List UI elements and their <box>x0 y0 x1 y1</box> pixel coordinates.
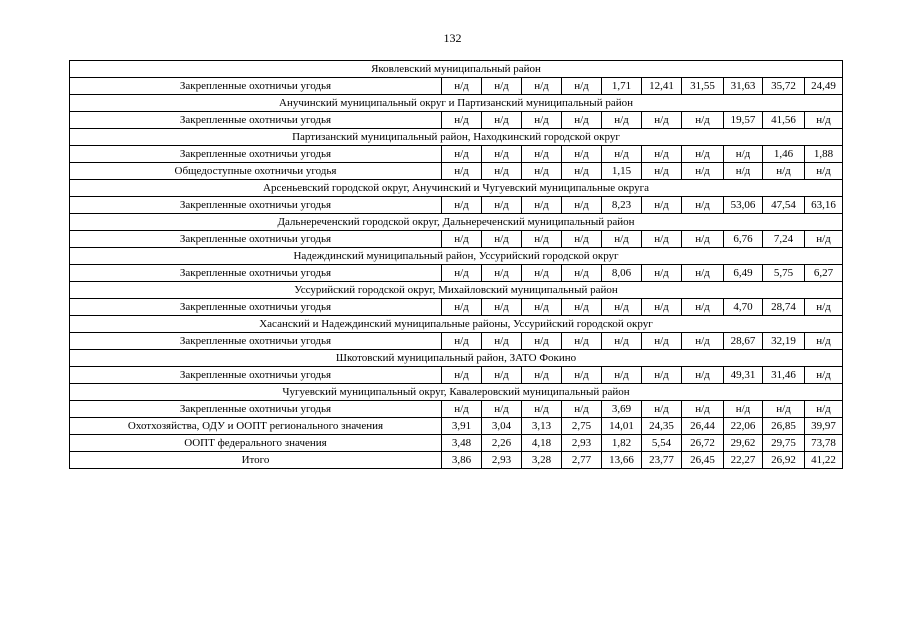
table-cell: н/д <box>682 265 724 282</box>
table-cell: 19,57 <box>724 112 763 129</box>
table-cell: 31,46 <box>763 367 805 384</box>
section-title: Уссурийский городской округ, Михайловский муниципальный район <box>70 282 843 299</box>
table-cell: н/д <box>642 367 682 384</box>
table-cell: н/д <box>642 112 682 129</box>
table-cell: 14,01 <box>602 418 642 435</box>
table-cell: н/д <box>805 333 843 350</box>
table-cell: 26,72 <box>682 435 724 452</box>
table-cell: н/д <box>482 146 522 163</box>
table-cell: н/д <box>482 333 522 350</box>
table-cell: н/д <box>602 367 642 384</box>
table-cell: н/д <box>562 78 602 95</box>
table-cell: н/д <box>522 333 562 350</box>
table-cell: 26,85 <box>763 418 805 435</box>
table-row <box>70 146 843 163</box>
table-cell: н/д <box>522 367 562 384</box>
table-cell: н/д <box>642 197 682 214</box>
table-cell: 24,49 <box>805 78 843 95</box>
section-header-row <box>70 95 843 112</box>
table-cell: н/д <box>482 231 522 248</box>
table-cell: н/д <box>682 231 724 248</box>
table-cell: 2,77 <box>562 452 602 469</box>
row-label: Закрепленные охотничьи угодья <box>70 231 442 248</box>
table-cell: 26,92 <box>763 452 805 469</box>
table-cell: н/д <box>682 112 724 129</box>
table-cell: н/д <box>442 197 482 214</box>
row-label: Итого <box>70 452 442 469</box>
table-cell: н/д <box>562 265 602 282</box>
table-cell: 1,46 <box>763 146 805 163</box>
table-cell: н/д <box>682 401 724 418</box>
table-row <box>70 112 843 129</box>
table-cell: н/д <box>522 299 562 316</box>
table-cell: 28,67 <box>724 333 763 350</box>
density-table <box>69 60 843 469</box>
table-cell: н/д <box>522 163 562 180</box>
table-cell: н/д <box>682 146 724 163</box>
table-row <box>70 401 843 418</box>
table-cell: н/д <box>682 299 724 316</box>
table-cell: 23,77 <box>642 452 682 469</box>
table-cell: н/д <box>442 112 482 129</box>
table-cell: н/д <box>805 299 843 316</box>
table-cell: н/д <box>522 231 562 248</box>
table-cell: н/д <box>602 231 642 248</box>
section-header-row <box>70 61 843 78</box>
table-cell: 1,82 <box>602 435 642 452</box>
table-cell: 29,75 <box>763 435 805 452</box>
table-cell: н/д <box>522 265 562 282</box>
table-cell: н/д <box>442 401 482 418</box>
table-cell: 29,62 <box>724 435 763 452</box>
table-cell: н/д <box>562 112 602 129</box>
section-header-row <box>70 129 843 146</box>
table-cell: 22,27 <box>724 452 763 469</box>
table-cell: н/д <box>724 401 763 418</box>
table-cell: н/д <box>522 112 562 129</box>
table-cell: н/д <box>482 163 522 180</box>
table-cell: н/д <box>482 401 522 418</box>
table-cell: н/д <box>805 231 843 248</box>
table-cell: н/д <box>562 231 602 248</box>
table-cell: 31,63 <box>724 78 763 95</box>
table-cell: н/д <box>642 231 682 248</box>
table-cell: н/д <box>642 333 682 350</box>
section-header-row <box>70 248 843 265</box>
table-cell: н/д <box>442 367 482 384</box>
row-label: Закрепленные охотничьи угодья <box>70 112 442 129</box>
row-label: Закрепленные охотничьи угодья <box>70 367 442 384</box>
table-cell: н/д <box>442 146 482 163</box>
table-cell: 8,06 <box>602 265 642 282</box>
row-label: Закрепленные охотничьи угодья <box>70 333 442 350</box>
table-cell: н/д <box>805 163 843 180</box>
page-number: 132 <box>443 31 462 45</box>
table-cell: 2,75 <box>562 418 602 435</box>
table-cell: 2,93 <box>482 452 522 469</box>
table-cell: 28,74 <box>763 299 805 316</box>
table-cell: 63,16 <box>805 197 843 214</box>
table-cell: н/д <box>562 367 602 384</box>
table-cell: 1,15 <box>602 163 642 180</box>
table-row <box>70 231 843 248</box>
section-title: Арсеньевский городской округ, Анучинский и Чугуевский муниципальные округа <box>70 180 843 197</box>
table-cell: н/д <box>642 146 682 163</box>
section-header-row <box>70 282 843 299</box>
table-cell: 3,69 <box>602 401 642 418</box>
row-label: Закрепленные охотничьи угодья <box>70 78 442 95</box>
table-cell: н/д <box>562 333 602 350</box>
table-row <box>70 418 843 435</box>
table-cell: 39,97 <box>805 418 843 435</box>
table-cell: 6,76 <box>724 231 763 248</box>
section-title: Надеждинский муниципальный район, Уссурийский городской округ <box>70 248 843 265</box>
table-cell: 26,45 <box>682 452 724 469</box>
section-title: Анучинский муниципальный округ и Партизанский муниципальный район <box>70 95 843 112</box>
table-row <box>70 265 843 282</box>
table-cell: 5,75 <box>763 265 805 282</box>
table-cell: н/д <box>442 163 482 180</box>
table-cell: 31,55 <box>682 78 724 95</box>
table-row <box>70 78 843 95</box>
table-row <box>70 435 843 452</box>
table-cell: н/д <box>602 333 642 350</box>
row-label: Охотхозяйства, ОДУ и ООПТ регионального значения <box>70 418 442 435</box>
table-cell: 47,54 <box>763 197 805 214</box>
table-row <box>70 299 843 316</box>
table-cell: 35,72 <box>763 78 805 95</box>
table-cell: 1,88 <box>805 146 843 163</box>
table-cell: н/д <box>602 112 642 129</box>
table-cell: 2,93 <box>562 435 602 452</box>
table-cell: н/д <box>522 401 562 418</box>
table-cell: н/д <box>482 78 522 95</box>
row-label: Общедоступные охотничьи угодья <box>70 163 442 180</box>
table-cell: н/д <box>763 163 805 180</box>
table-cell: н/д <box>522 197 562 214</box>
table-cell: н/д <box>682 367 724 384</box>
section-title: Хасанский и Надеждинский муниципальные районы, Уссурийский городской округ <box>70 316 843 333</box>
table-cell: н/д <box>482 265 522 282</box>
table-cell: н/д <box>682 163 724 180</box>
table-cell: н/д <box>724 146 763 163</box>
row-label: Закрепленные охотничьи угодья <box>70 197 442 214</box>
row-label: Закрепленные охотничьи угодья <box>70 146 442 163</box>
table-cell: н/д <box>482 197 522 214</box>
table-cell: н/д <box>602 299 642 316</box>
table-cell: н/д <box>724 163 763 180</box>
table-cell: н/д <box>763 401 805 418</box>
table-cell: н/д <box>562 401 602 418</box>
row-label: Закрепленные охотничьи угодья <box>70 299 442 316</box>
table-cell: 3,13 <box>522 418 562 435</box>
table-cell: 3,28 <box>522 452 562 469</box>
table-cell: н/д <box>682 197 724 214</box>
table-cell: 49,31 <box>724 367 763 384</box>
section-title: Яковлевский муниципальный район <box>70 61 843 78</box>
table-cell: н/д <box>682 333 724 350</box>
table-cell: 41,56 <box>763 112 805 129</box>
table-row <box>70 197 843 214</box>
row-label: Закрепленные охотничьи угодья <box>70 401 442 418</box>
table-cell: 3,48 <box>442 435 482 452</box>
section-title: Дальнереченский городской округ, Дальнереченский муниципальный район <box>70 214 843 231</box>
table-cell: 73,78 <box>805 435 843 452</box>
table-cell: н/д <box>642 299 682 316</box>
section-title: Чугуевский муниципальный округ, Кавалеровский муниципальный район <box>70 384 843 401</box>
table-cell: н/д <box>642 265 682 282</box>
table-cell: н/д <box>442 265 482 282</box>
table-cell: 13,66 <box>602 452 642 469</box>
table-cell: 24,35 <box>642 418 682 435</box>
table-cell: н/д <box>642 401 682 418</box>
table-cell: н/д <box>482 367 522 384</box>
row-label: Закрепленные охотничьи угодья <box>70 265 442 282</box>
section-header-row <box>70 214 843 231</box>
table-cell: н/д <box>442 333 482 350</box>
table-cell: 12,41 <box>642 78 682 95</box>
table-cell: 3,86 <box>442 452 482 469</box>
table-cell: 1,71 <box>602 78 642 95</box>
section-header-row <box>70 180 843 197</box>
table-cell: н/д <box>442 78 482 95</box>
section-header-row <box>70 384 843 401</box>
table-cell: 4,18 <box>522 435 562 452</box>
section-title: Шкотовский муниципальный район, ЗАТО Фокино <box>70 350 843 367</box>
table-cell: н/д <box>482 299 522 316</box>
table-cell: н/д <box>562 299 602 316</box>
table-cell: 4,70 <box>724 299 763 316</box>
table-cell: н/д <box>805 367 843 384</box>
table-cell: н/д <box>522 78 562 95</box>
table-cell: н/д <box>805 401 843 418</box>
table-cell: 41,22 <box>805 452 843 469</box>
table-cell: н/д <box>562 146 602 163</box>
row-label: ООПТ федерального значения <box>70 435 442 452</box>
table-cell: н/д <box>442 299 482 316</box>
section-header-row <box>70 316 843 333</box>
table-cell: н/д <box>642 163 682 180</box>
table-cell: 8,23 <box>602 197 642 214</box>
table-row <box>70 333 843 350</box>
table-row <box>70 452 843 469</box>
table-cell: 26,44 <box>682 418 724 435</box>
table-cell: н/д <box>482 112 522 129</box>
table-cell: 3,04 <box>482 418 522 435</box>
section-title: Партизанский муниципальный район, Находкинский городской округ <box>70 129 843 146</box>
table-cell: н/д <box>562 163 602 180</box>
table-cell: н/д <box>805 112 843 129</box>
table-cell: 22,06 <box>724 418 763 435</box>
table-cell: 7,24 <box>763 231 805 248</box>
table-cell: 6,27 <box>805 265 843 282</box>
table-cell: н/д <box>442 231 482 248</box>
table-cell: н/д <box>522 146 562 163</box>
table-cell: 5,54 <box>642 435 682 452</box>
section-header-row <box>70 350 843 367</box>
table-cell: н/д <box>602 146 642 163</box>
table-body <box>70 61 843 469</box>
table-cell: н/д <box>562 197 602 214</box>
table-cell: 2,26 <box>482 435 522 452</box>
table-cell: 6,49 <box>724 265 763 282</box>
table-cell: 3,91 <box>442 418 482 435</box>
table-row <box>70 367 843 384</box>
table-cell: 53,06 <box>724 197 763 214</box>
table-cell: 32,19 <box>763 333 805 350</box>
table-row <box>70 163 843 180</box>
